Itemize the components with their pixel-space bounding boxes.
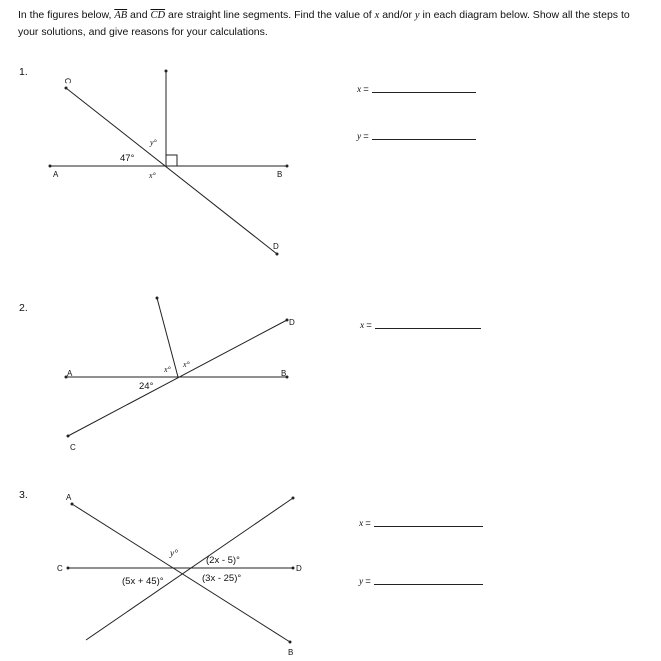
problem-2-points — [65, 297, 289, 438]
label-a: A — [53, 170, 59, 179]
instructions-text: are straight line segments. Find the value of — [165, 9, 375, 21]
instructions-text: in each diagram below. Show all the steps to your solutions, and give reasons for your calculations. — [18, 9, 630, 38]
answer-label: y — [359, 577, 364, 587]
problem-3-number: 3. — [19, 489, 28, 501]
label-b: B — [277, 170, 283, 179]
point-a — [71, 503, 74, 506]
point-c — [67, 567, 70, 570]
angle-5x-plus-45-label: (5x + 45)° — [122, 576, 164, 587]
answer-equals: = — [363, 84, 369, 95]
point-b — [286, 165, 289, 168]
problem-3-diagram — [68, 498, 293, 642]
label-d: D — [289, 318, 295, 327]
problem-3-points — [67, 497, 295, 644]
angle-47-label: 47° — [120, 153, 135, 164]
problem-2-diagram — [66, 298, 287, 436]
answer-label: x — [357, 85, 362, 95]
line-cd — [68, 320, 287, 436]
angle-x-label: x° — [149, 171, 156, 180]
answer-label: x — [360, 321, 365, 331]
angle-3x-minus-25-label: (3x - 25)° — [202, 573, 242, 584]
problem-1-diagram — [50, 71, 287, 254]
label-b: B — [288, 648, 294, 657]
label-c: C — [63, 78, 72, 84]
point-c — [65, 87, 68, 90]
variable-x: x — [374, 10, 380, 21]
instructions-text: and/or — [379, 9, 415, 21]
label-b: B — [281, 369, 287, 378]
answer-equals: = — [365, 518, 371, 529]
label-c: C — [70, 443, 76, 452]
problem-2-number: 2. — [19, 302, 28, 314]
segment-ab-label: $\overline{AB}$ — [114, 10, 128, 21]
label-c: C — [57, 564, 63, 573]
angle-y-label: y° — [150, 138, 157, 147]
answer-equals: = — [366, 320, 372, 331]
label-d: D — [273, 242, 279, 251]
problem-1-points — [49, 70, 289, 256]
angle-y-label: y° — [170, 549, 179, 559]
answer-label: y — [357, 132, 362, 142]
right-angle-mark — [166, 155, 177, 166]
point-d — [292, 567, 295, 570]
angle-2x-minus-5-label: (2x - 5)° — [206, 555, 240, 566]
instructions-text: In the figures below, — [18, 9, 115, 21]
point-d — [276, 253, 279, 256]
point-b — [289, 641, 292, 644]
label-d: D — [296, 564, 302, 573]
segment-cd-label: $\overline{CD}$ — [150, 10, 166, 21]
point-a — [49, 165, 52, 168]
third-line — [86, 498, 293, 640]
angle-x-label-1: x° — [164, 365, 171, 374]
variable-y: y — [414, 10, 420, 21]
label-a: A — [67, 369, 73, 378]
angle-24-label: 24° — [139, 381, 154, 392]
answer-equals: = — [365, 576, 371, 587]
point-c — [67, 435, 70, 438]
problem-1-number: 1. — [19, 66, 28, 78]
line-cd — [66, 88, 277, 254]
answer-label: x — [359, 519, 364, 529]
label-a: A — [66, 493, 72, 502]
angle-x-label-2: x° — [183, 360, 190, 369]
answer-equals: = — [363, 131, 369, 142]
line-endpoint — [292, 497, 295, 500]
ray-endpoint — [165, 70, 168, 73]
line-ab — [72, 504, 290, 642]
ray-endpoint — [156, 297, 159, 300]
instructions-text: and — [127, 9, 151, 21]
